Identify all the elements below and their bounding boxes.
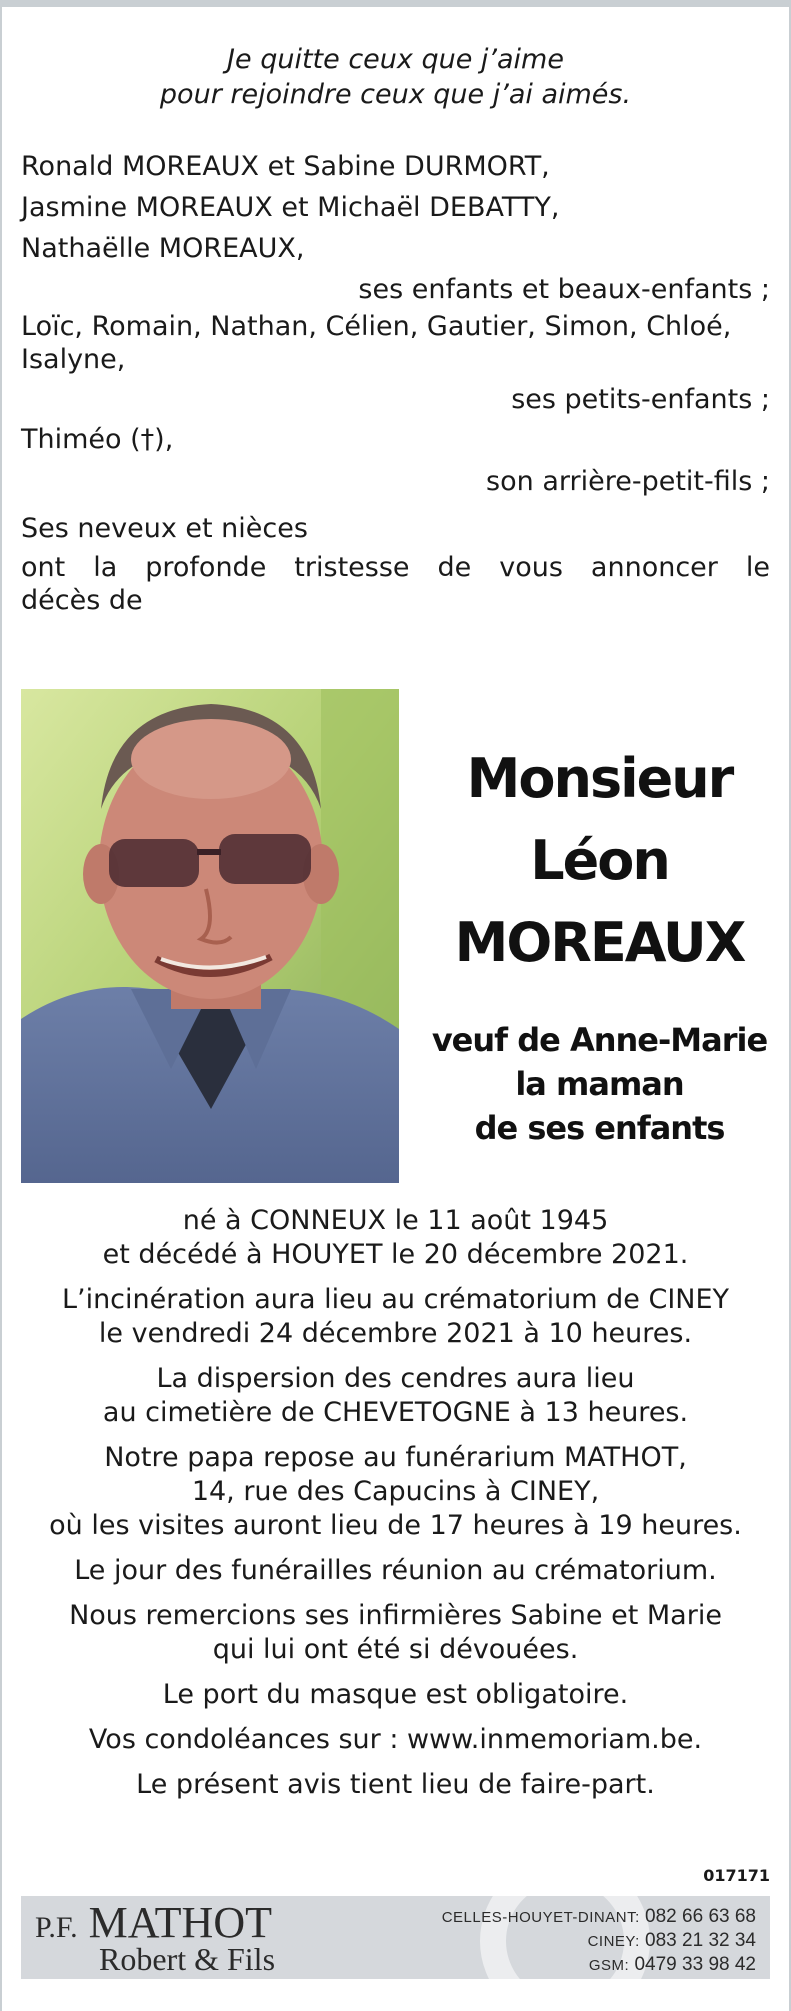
portrait-photo [21,689,399,1183]
widow-line: veuf de Anne-Marie [431,1021,768,1059]
detail-line: et décédé à HOUYET le 20 décembre 2021. [102,1239,689,1270]
announcement-note [12,1768,779,1802]
detail-line: né à CONNEUX le 11 août 1945 [182,1205,609,1236]
funeral-day-info [12,1554,779,1588]
detail-line: Vos condoléances sur : www.inmemoriam.be. [88,1724,703,1755]
detail-line: le vendredi 24 décembre 2021 à 10 heures. [98,1318,693,1349]
deceased-title: Monsieur [466,747,733,810]
detail-line: Le présent avis tient lieu de faire-part. [136,1769,655,1800]
contact-line [442,1953,756,1977]
family-announcement: ont la profonde tristesse de vous annoncer le [21,552,770,583]
detail-line: La dispersion des cendres aura lieu [156,1363,635,1394]
family-great-grandchild: Thiméo (†), [21,424,174,455]
deceased-first-name: Léon [530,829,669,892]
family-children-line: Ronald MOREAUX et Sabine DURMORT, [21,151,550,182]
contact-label: CELLES-HOUYET-DINANT: [441,1909,640,1926]
mask-note [12,1678,779,1712]
deceased-last-name: MOREAUX [454,911,745,974]
detail-line: 14, rue des Capucins à CINEY, [191,1476,600,1507]
contact-label: GSM: [588,1957,630,1974]
contact-line [442,1905,756,1929]
detail-line: où les visites auront lieu de 17 heures à 19 heures. [49,1510,742,1541]
detail-line: L’incinération aura lieu au crématorium de CINEY [61,1284,730,1315]
thanks-note [12,1599,779,1667]
reference-number: 017171 [703,1866,770,1885]
deceased-name-block [422,738,777,1150]
detail-line: Nous remercions ses infirmières Sabine et Marie [69,1600,722,1631]
detail-line: qui lui ont été si dévouées. [212,1634,579,1665]
contact-phone: 082 66 63 68 [645,1906,756,1927]
logo-subtitle: Robert & Fils [99,1941,276,1977]
family-grandchildren-role: ses petits-enfants ; [511,384,770,415]
family-great-grandchild-role: son arrière-petit-fils ; [486,466,770,497]
detail-line: au cimetière de CHEVETOGNE à 13 heures. [102,1397,689,1428]
portrait-illustration [21,689,399,1183]
ash-dispersal-info [12,1362,779,1430]
contact-list [442,1905,756,1977]
contact-label: CINEY: [587,1933,640,1950]
contact-line [442,1929,756,1953]
top-border [2,0,789,7]
family-children-line: Nathaëlle MOREAUX, [21,233,305,264]
condolences-note [12,1723,779,1757]
cremation-info [12,1283,779,1351]
detail-line: Le jour des funérailles réunion au crématorium. [74,1555,717,1586]
contact-phone: 0479 33 98 42 [634,1954,756,1975]
logo-prefix: P.F. [35,1911,78,1944]
family-children-line: Jasmine MOREAUX et Michaël DEBATTY, [21,192,560,223]
widow-line: la maman [515,1065,684,1103]
family-grandchildren-line: Loïc, Romain, Nathan, Célien, Gautier, Simon, Chloé, [21,311,732,342]
family-list [21,146,770,617]
epigraph-line: pour rejoindre ceux que j’ai aimés. [159,79,632,110]
family-children-role: ses enfants et beaux-enfants ; [358,274,770,305]
family-nephews: Ses neveux et nièces [21,513,308,544]
birth-death-info [12,1204,779,1272]
widow-line: de ses enfants [474,1109,725,1147]
epigraph [2,42,789,112]
epigraph-line: Je quitte ceux que j’aime [227,44,564,75]
funeral-home-info [12,1441,779,1543]
widow-note [422,1018,777,1150]
family-grandchildren-line: Isalyne, [21,344,126,375]
family-announcement-end: décès de [21,585,143,616]
details-section [12,1204,779,1813]
funeral-home-footer [21,1896,770,1979]
detail-line: Notre papa repose au funérarium MATHOT, [104,1442,687,1473]
detail-line: Le port du masque est obligatoire. [162,1679,629,1710]
logo-name: MATHOT [88,1898,272,1947]
contact-phone: 083 21 32 34 [645,1930,756,1951]
